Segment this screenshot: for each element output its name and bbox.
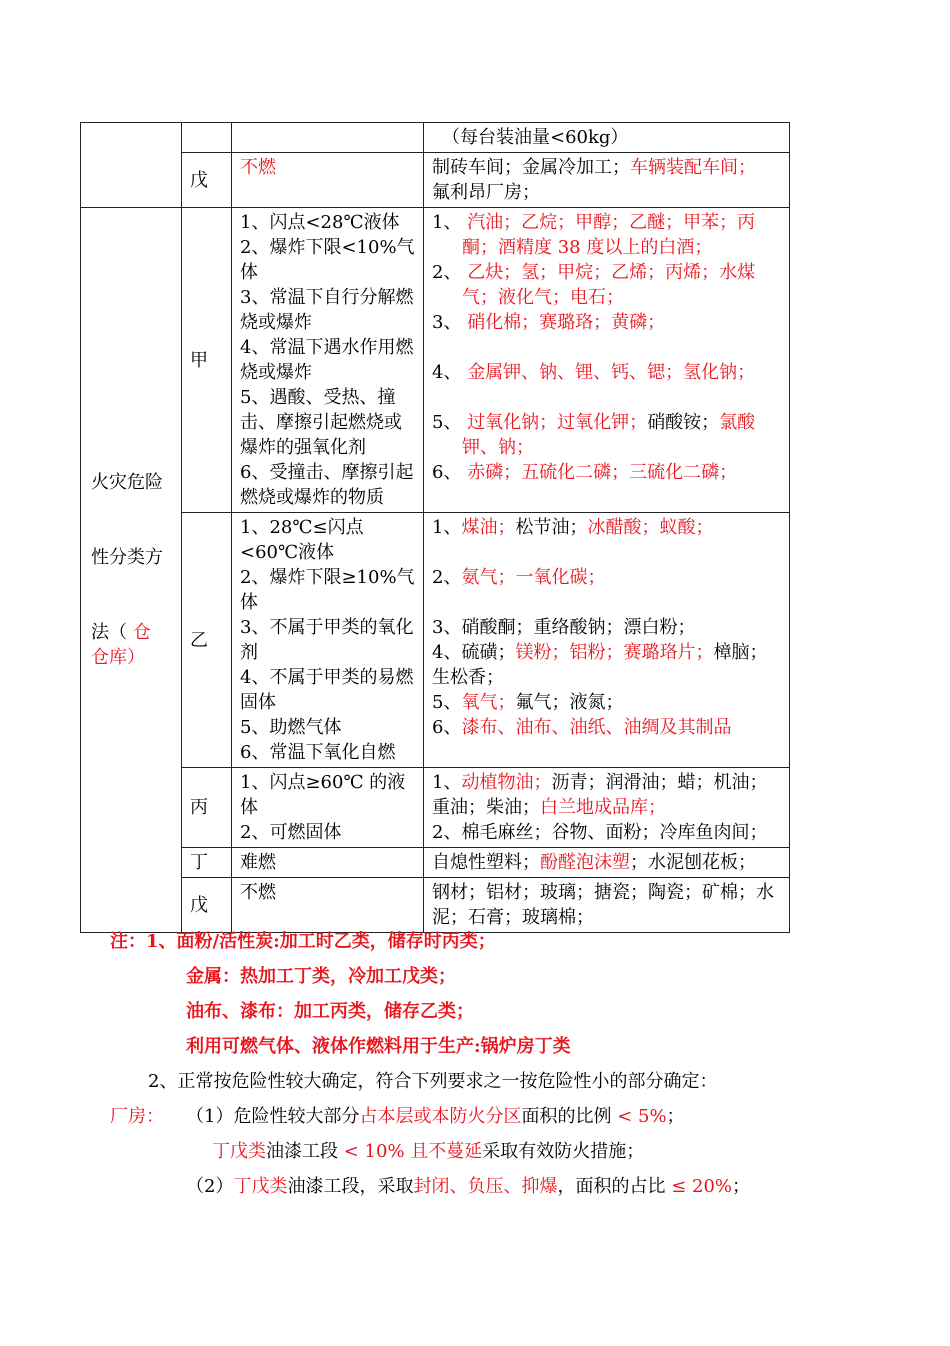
condition-cell: 难燃	[232, 848, 424, 878]
grade-cell: 戊	[182, 878, 232, 933]
condition-2: （2）丁戊类油漆工段，采取封闭、负压、抑爆，面积的占比 ≤ 20%；	[186, 1176, 750, 1197]
fire-hazard-table	[80, 122, 790, 933]
condition-cell: 不燃	[232, 153, 424, 208]
grade-cell: 丁	[182, 848, 232, 878]
table-row	[81, 878, 790, 933]
condition-cell: 1、闪点<28℃液体 2、爆炸下限<10%气体 3、常温下自行分解燃烧或爆炸 4、常温下遇水作用燃烧或爆炸 5、遇酸、受热、撞击、摩擦引起燃烧或爆炸的强氧化剂 6、受撞击、摩擦引起燃烧或爆炸的物质	[232, 208, 424, 513]
note-1: 注：1、面粉/活性炭:加工时乙类，储存时丙类；	[110, 931, 496, 952]
table-row	[81, 848, 790, 878]
condition-1b: 丁戊类油漆工段 < 10% 且不蔓延采取有效防火措施；	[212, 1141, 645, 1162]
examples-cell: （每台装油量<60kg）	[424, 123, 790, 153]
examples-cell: 1、 汽油；乙烷；甲醇；乙醚；甲苯；丙酮；酒精度 38 度以上的白酒； 2、 乙炔；氢；甲烷；乙烯；丙烯；水煤气；液化气；电石； 3、 硝化棉；赛璐珞；黄磷； 4、 金属钾、钠、锂、钙、锶；氢化钠； 5、 过氧化钠；过氧化钾；硝酸铵；氯酸钾、钠； 6、 赤磷；五硫化二磷；三硫化二磷；	[424, 208, 790, 513]
condition-cell: 1、28℃≤闪点<60℃液体 2、爆炸下限≥10%气体 3、不属于甲类的氧化剂 4、不属于甲类的易燃固体 5、助燃气体 6、常温下氧化自燃	[232, 513, 424, 768]
condition-cell: 1、闪点≥60℃ 的液体 2、可燃固体	[232, 768, 424, 848]
note-4: 利用可燃气体、液体作燃料用于生产:锅炉房丁类	[186, 1036, 571, 1057]
factory-label: 厂房：	[110, 1106, 164, 1127]
condition-1: （1）危险性较大部分占本层或本防火分区面积的比例 < 5%；	[186, 1106, 685, 1127]
table-row	[81, 123, 790, 153]
examples-cell: 制砖车间；金属冷加工；车辆装配车间； 氟利昂厂房；	[424, 153, 790, 208]
grade-cell: 乙	[182, 513, 232, 768]
grade-cell: 甲	[182, 208, 232, 513]
category-cell	[81, 123, 182, 208]
grade-cell	[182, 123, 232, 153]
grade-cell: 丙	[182, 768, 232, 848]
table-row	[81, 153, 790, 208]
table-row	[81, 513, 790, 768]
condition-cell: 不燃	[232, 878, 424, 933]
examples-cell: 自熄性塑料；酚醛泡沫塑；水泥刨花板；	[424, 848, 790, 878]
note-5: 2、正常按危险性较大确定，符合下列要求之一按危险性小的部分确定：	[148, 1071, 718, 1092]
examples-cell: 1、动植物油；沥青；润滑油；蜡；机油；重油；柴油；白兰地成品库； 2、棉毛麻丝；谷物、面粉；冷库鱼肉间；	[424, 768, 790, 848]
table-row	[81, 768, 790, 848]
note-2: 金属：热加工丁类，冷加工戊类；	[186, 966, 456, 987]
examples-cell: 1、煤油；松节油；冰醋酸；蚁酸； 2、氨气；一氧化碳； 3、硝酸酮；重络酸钠；漂白粉； 4、硫磺；镁粉；铝粉；赛璐珞片；樟脑；生松香； 5、氧气；氟气；液氮； 6、漆布、油布、油纸、油绸及其制品	[424, 513, 790, 768]
note-3: 油布、漆布：加工丙类，储存乙类；	[186, 1001, 474, 1022]
table-row	[81, 208, 790, 513]
condition-cell	[232, 123, 424, 153]
grade-cell: 戊	[182, 153, 232, 208]
examples-cell: 钢材；铝材；玻璃；搪瓷；陶瓷；矿棉；水泥；石膏；玻璃棉；	[424, 878, 790, 933]
category-label-cell: 火灾危险 性分类方 法（ 仓 仓库）	[81, 208, 182, 933]
